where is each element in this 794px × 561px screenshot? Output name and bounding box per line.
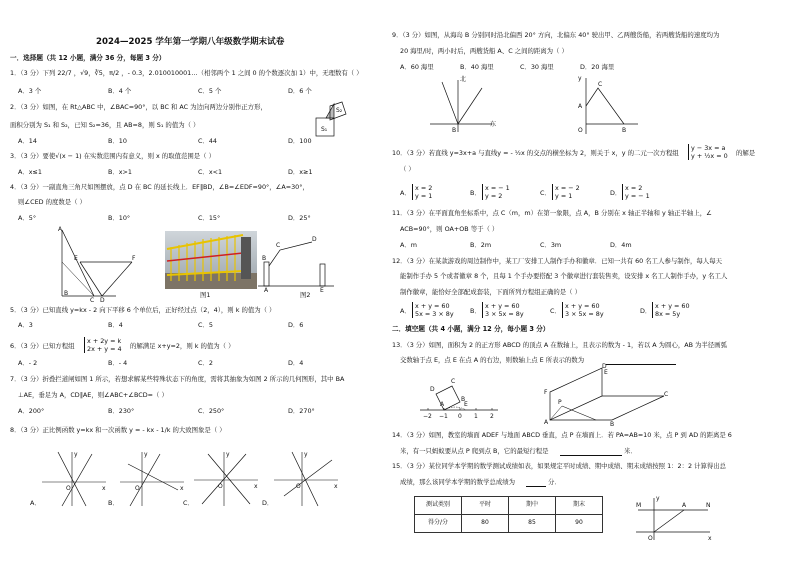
q2-option-c[interactable]: C．44 — [198, 137, 217, 145]
q1-option-d[interactable]: D．6 个 — [288, 87, 312, 95]
q6-stem-post: 的解满足 x+y=2，则 k 的值为（ ） — [130, 342, 235, 350]
q4-label-e: E — [74, 255, 78, 262]
q4-option-d[interactable]: D．25° — [288, 214, 311, 222]
q9-stem-line1: 9．（3 分）如图，从海岛 B 分别同时沿北偏西 20° 方向，北偏东 40° 驶出甲、乙两艘货船，若两艘货船的速度均为 — [392, 31, 720, 39]
q14-answer-blank[interactable] — [560, 455, 622, 456]
q8a-y-label: y — [74, 451, 78, 458]
q13-tick-0: 0 — [458, 413, 462, 420]
q2-stem-line1: 2．（3 分）如图，在 Rt△ABC 中，∠BAC=90°，以 BC 和 AC 为边向两边分别作正方形， — [10, 103, 267, 111]
q4-label-b: B — [64, 290, 69, 297]
q9-y-label: y — [578, 75, 582, 82]
q13-label-b: B — [461, 396, 466, 403]
q8b-y-label: y — [144, 451, 148, 458]
q2-label-s1: S₁ — [321, 126, 328, 133]
table-header-cell: 测试类别 — [415, 497, 462, 515]
q10-paren: （ ） — [400, 165, 415, 173]
q1-option-b[interactable]: B．4 个 — [108, 87, 132, 95]
q4-option-c[interactable]: C．15° — [198, 214, 221, 222]
table-cell: 85 — [509, 515, 556, 533]
q1-option-a[interactable]: A．3 个 — [18, 87, 42, 95]
q8d-o-label: O — [296, 483, 301, 490]
q15-unit: 分． — [548, 478, 561, 486]
q11-option-a[interactable]: A．m — [400, 241, 417, 249]
q4-stem-line1: 4．（3 分）一副直角三角尺如图摆放，点 D 在 BC 的延长线上．EF∥BD，∠B=∠EDF=90°，∠A=30°， — [10, 183, 309, 191]
q8-graph-b — [120, 450, 184, 506]
q7-label-c: C — [276, 242, 281, 249]
q13-label-a: A — [440, 401, 445, 408]
q9-option-d[interactable]: D．20 海里 — [580, 63, 615, 71]
q14-label-b: B — [610, 421, 615, 428]
q13-label-e: E — [464, 401, 468, 408]
q12-c-eq1: x + y = 60 — [565, 302, 600, 310]
q15-label-m: M — [636, 502, 642, 509]
q2-option-b[interactable]: B．10 — [108, 137, 127, 145]
q2-stem-line2: 面积分别为 S₁ 和 S₂，已知 S₂=36，且 AB=8，则 S₁ 的值为（ ） — [10, 121, 200, 129]
q15-stem-line1: 15．（3 分）某位同学本学期的数学测试成绩如表，如果规定平时成绩、期中成绩、期末成绩按照 1：2：2 计算得出总 — [392, 462, 727, 470]
q10-stem-pre: 10．（3 分）若直线 y=3x+a 与直线y = - ½x 的交点的横坐标为 2，则关于 x，y 的二元一次方程组 — [392, 149, 679, 157]
q14-label-p: P — [558, 399, 562, 406]
q15-figure — [636, 496, 714, 542]
q15-label-y: y — [656, 495, 660, 502]
q7-fig2-caption: 图2 — [300, 291, 311, 299]
q3-option-a[interactable]: A．x≤1 — [18, 168, 42, 176]
q2-figure — [312, 98, 352, 138]
q13-answer-blank[interactable] — [606, 364, 676, 365]
q3-option-b[interactable]: B．x>1 — [108, 168, 132, 176]
q13-stem-line2: 交数轴于点 E，点 E 在点 A 的右边，则数轴上点 E 所表示的数为 — [400, 356, 585, 364]
q7-option-b[interactable]: B．230° — [108, 407, 135, 415]
table-cell: 90 — [556, 515, 603, 533]
exam-title: 2024—2025 学年第一学期八年级数学期末试卷 — [96, 37, 285, 47]
q11-option-d[interactable]: D．4m — [610, 241, 632, 249]
q7-stem-line1: 7．（3 分）折叠拦道闸如图 1 所示，若想求解某些特殊状态下的角度，需将其抽象为如图 2 所示的几何图形，其中 BA — [10, 375, 345, 383]
q14-unit: 米． — [624, 447, 637, 455]
q7-option-d[interactable]: D．270° — [288, 407, 315, 415]
q9-stem-line2: 20 海里/时，两小时后，两艘货船 A、C 之间的距离为（ ） — [400, 47, 568, 55]
q4-option-b[interactable]: B．10° — [108, 214, 131, 222]
q4-option-a[interactable]: A．5° — [18, 214, 37, 222]
q14-label-a: A — [544, 419, 549, 426]
q11-option-b[interactable]: B．2m — [470, 241, 492, 249]
q14-label-c: C — [664, 391, 669, 398]
q12-b-eq2: 3 × 5x = 8y — [485, 310, 524, 318]
q9-o-label: O — [578, 127, 583, 134]
q14-label-d: D — [602, 363, 607, 370]
q8-graph-c — [194, 450, 258, 506]
q1-stem: 1．（3 分）下列 22/7 ，√9，∛5，π/2 ，- 0.3，2.010010001…（相邻两个 1 之间 0 的个数逐次加 1）中，无理数有（ ） — [10, 69, 363, 77]
q9-b-label: B — [452, 127, 457, 134]
q8b-o-label: O — [135, 485, 140, 492]
q6-option-a[interactable]: A．- 2 — [18, 359, 38, 367]
table-row — [415, 515, 603, 533]
q8-stem: 8．（3 分）正比例函数 y=kx 和一次函数 y = - kx - 1/k 的大致图象是（ ） — [10, 426, 226, 434]
q3-option-d[interactable]: D．x≥1 — [288, 168, 313, 176]
q12-option-a[interactable] — [412, 302, 454, 318]
q12-option-a-letter[interactable]: A． — [400, 307, 411, 315]
q6-option-c[interactable]: C．2 — [198, 359, 213, 367]
q12-option-c[interactable] — [562, 302, 604, 318]
q10-c-y: y = 1 — [555, 192, 573, 200]
q7-label-e: E — [320, 287, 324, 294]
q9-figure-coordinate — [572, 76, 642, 138]
q4-label-a: A — [58, 226, 63, 233]
q15-label-a: A — [682, 502, 687, 509]
q9-north-label: 北 — [460, 76, 467, 83]
q9-east-label: 东 — [490, 121, 497, 128]
q7-label-b: B — [262, 255, 267, 262]
q8a-o-label: O — [66, 485, 71, 492]
q10-stem-post: 的解是 — [736, 149, 756, 157]
q8b-x-label: x — [180, 485, 184, 492]
q10-b-y: y = 2 — [485, 192, 503, 200]
q8c-x-label: x — [254, 483, 258, 490]
q7-option-c[interactable]: C．250° — [198, 407, 225, 415]
q8c-o-label: O — [218, 483, 223, 490]
q8-graph-a — [42, 450, 106, 506]
q12-b-eq1: x + y = 60 — [485, 302, 520, 310]
q13-tick-m1: −1 — [439, 413, 448, 420]
q9-b2-label: B — [622, 127, 627, 134]
q9-option-c[interactable]: C．30 海里 — [520, 63, 554, 71]
table-cell: 80 — [462, 515, 509, 533]
q12-stem-line1: 12．（3 分）在某款游戏的周边制作中，某工厂安排工人制作手办和徽章．已知一共有 60 名工人参与制作，每人每天 — [392, 257, 722, 265]
q1-option-c[interactable]: C．5 个 — [198, 87, 222, 95]
q6-equation-system — [84, 337, 122, 353]
q9-c-label: C — [598, 81, 603, 88]
table-header-cell: 期中 — [509, 497, 556, 515]
q4-figure — [52, 226, 136, 304]
q5-option-b[interactable]: B．4 — [108, 321, 123, 329]
q8-option-c[interactable]: C． — [183, 499, 194, 507]
q14-label-e: E — [604, 369, 608, 376]
q5-option-c[interactable]: C．5 — [198, 321, 213, 329]
q8d-y-label: y — [304, 451, 308, 458]
q13-tick-2: 2 — [490, 413, 494, 420]
right-column — [392, 0, 794, 561]
q13-figure-numberline — [420, 368, 500, 420]
q2-label-s2: S₂ — [336, 107, 343, 114]
q6-option-b[interactable]: B．- 4 — [108, 359, 128, 367]
q7-stem-line2: ⊥AE，垂足为 A，CD∥AE，则∠ABC+∠BCD=（ ） — [18, 391, 168, 399]
q6-eq2: 2x + y = 4 — [87, 345, 122, 353]
q12-stem-line2: 能制作手办 5 个或者徽章 8 个，且每 1 个手办要搭配 3 个徽章进行套装售卖，设安排 x 名工人制作手办，y 名工人 — [400, 272, 728, 280]
q15-stem-line2: 成绩，那么该同学本学期的数学总成绩为 — [400, 478, 516, 486]
table-header-cell: 平时 — [462, 497, 509, 515]
q4-label-f: F — [132, 255, 136, 262]
q5-option-d[interactable]: D．6 — [288, 321, 304, 329]
q10-option-a-letter[interactable]: A． — [400, 189, 411, 197]
q10-eq1: y − 3x = a — [691, 144, 726, 152]
q3-option-c[interactable]: C．x<1 — [198, 168, 223, 176]
q8d-x-label: x — [334, 483, 338, 490]
left-column — [0, 0, 390, 561]
q14-stem-line1: 14．（3 分）如图，教室的墙面 ADEF 与地面 ABCD 垂直，点 P 在墙面上．若 PA=AB=10 米，点 P 到 AD 的距离是 6 — [392, 431, 732, 439]
table-cell: 得分/分 — [415, 515, 462, 533]
q10-option-b-letter[interactable]: B． — [470, 189, 481, 197]
q10-option-c-letter[interactable]: C． — [540, 189, 551, 197]
q13-label-c: C — [451, 378, 456, 385]
q12-option-d-letter[interactable]: D． — [640, 307, 652, 315]
q7-label-d: D — [312, 236, 317, 243]
q12-option-b[interactable] — [482, 302, 524, 318]
q13-stem-line1: 13．（3 分）如图，面积为 2 的正方形 ABCD 的顶点 A 在数轴上，且表示的数为 - 1，若以 A 为圆心，AB 为半径画弧 — [392, 341, 727, 349]
q14-label-f: F — [544, 389, 548, 396]
q6-stem-pre: 6．（3 分）已知方程组 — [10, 342, 75, 350]
q4-stem-line2: 则∠CED 的度数是（ ） — [18, 198, 86, 206]
q6-option-d[interactable]: D．4 — [288, 359, 304, 367]
q10-eq2: y + ½x = 0 — [691, 152, 728, 160]
q8c-y-label: y — [226, 451, 230, 458]
q15-score-table — [414, 496, 603, 533]
q10-option-d-letter[interactable]: D． — [610, 189, 622, 197]
q10-a-x: x = 2 — [415, 184, 433, 192]
q2-option-d[interactable]: D．100 — [288, 137, 312, 145]
q12-d-eq2: 8x = 5y — [655, 310, 681, 318]
q2-option-a[interactable]: A．14 — [18, 137, 37, 145]
q11-stem-line2: ACB=90°，则 OA+OB 等于（ ） — [400, 225, 499, 233]
q8-option-a[interactable]: A． — [30, 499, 41, 507]
q7-label-a: A — [264, 287, 269, 294]
q7-option-a[interactable]: A．200° — [18, 407, 45, 415]
q7-figure-2 — [258, 232, 334, 294]
q15-label-n: N — [706, 502, 711, 509]
q12-c-eq2: 3 × 5x = 8y — [565, 310, 604, 318]
q13-label-d: D — [430, 386, 435, 393]
q9-figure-compass — [430, 76, 498, 136]
q7-fig1-caption: 图1 — [200, 291, 211, 299]
section-choice-heading: 一．选择题（共 12 小题，满分 36 分，每题 3 分） — [10, 54, 166, 62]
q13-tick-1: 1 — [474, 413, 478, 420]
section-fill-heading: 二．填空题（共 4 小题，满分 12 分，每小题 3 分） — [392, 325, 550, 333]
q14-figure-room — [544, 363, 672, 428]
q10-c-x: x = − 2 — [555, 184, 580, 192]
q8a-x-label: x — [102, 485, 106, 492]
q11-stem-line1: 11．（3 分）在平面直角坐标系中，点 C（m，m）在第一象限，点 A，B 分别在 x 轴正半轴和 y 轴正半轴上，∠ — [392, 209, 712, 217]
q12-d-eq1: x + y = 60 — [655, 302, 690, 310]
q10-option-c[interactable] — [552, 184, 580, 200]
q9-option-b[interactable]: B．40 海里 — [460, 63, 494, 71]
q12-option-b-letter[interactable]: B． — [470, 307, 481, 315]
q10-option-b[interactable] — [482, 184, 510, 200]
q6-eq1: x + 2y = k — [87, 337, 122, 345]
q10-option-a[interactable] — [412, 184, 432, 200]
q12-option-d[interactable] — [652, 302, 690, 318]
q10-a-y: y = 1 — [415, 192, 433, 200]
q10-d-y: y = − 1 — [625, 192, 650, 200]
q12-option-c-letter[interactable]: C． — [550, 307, 561, 315]
q4-label-c: C — [90, 297, 95, 304]
q13-tick-m2: −2 — [423, 413, 432, 420]
q15-label-o: O — [648, 535, 653, 542]
q4-label-d: D — [100, 297, 105, 304]
q8-graph-d — [274, 450, 338, 506]
q15-answer-blank[interactable] — [526, 486, 546, 487]
table-row — [415, 497, 603, 515]
q10-option-d[interactable] — [622, 184, 650, 200]
q3-stem: 3．（3 分）要使√(x − 1) 在实数范围内有意义，则 x 的取值范围是（ ） — [10, 152, 215, 160]
q5-option-a[interactable]: A．3 — [18, 321, 33, 329]
q8-option-d[interactable]: D． — [262, 499, 274, 507]
q5-stem: 5．（3 分）已知直线 y=kx - 2 向下平移 6 个单位后，正好经过点（2，4），则 k 的值为（ ） — [10, 306, 276, 314]
q7-photo-barrier — [165, 231, 257, 289]
q15-label-x: x — [708, 535, 712, 542]
q9-a-label: A — [578, 103, 583, 110]
q14-stem-line2: 米，有一只蚂蚁要从点 P 爬到点 B，它的最短行程是 — [400, 447, 549, 455]
q12-a-eq1: x + y = 60 — [415, 302, 450, 310]
q10-d-x: x = 2 — [625, 184, 643, 192]
q12-stem-line3: 制作徽章，能恰好全部配成套装，下面所列方程组正确的是（ ） — [400, 288, 581, 296]
q8-option-b[interactable]: B． — [108, 499, 119, 507]
q10-b-x: x = − 1 — [485, 184, 510, 192]
q9-option-a[interactable]: A．60 海里 — [400, 63, 434, 71]
q10-equation-system — [688, 144, 728, 160]
table-header-cell: 期末 — [556, 497, 603, 515]
q11-option-c[interactable]: C．3m — [540, 241, 562, 249]
q12-a-eq2: 5x = 3 × 8y — [415, 310, 454, 318]
